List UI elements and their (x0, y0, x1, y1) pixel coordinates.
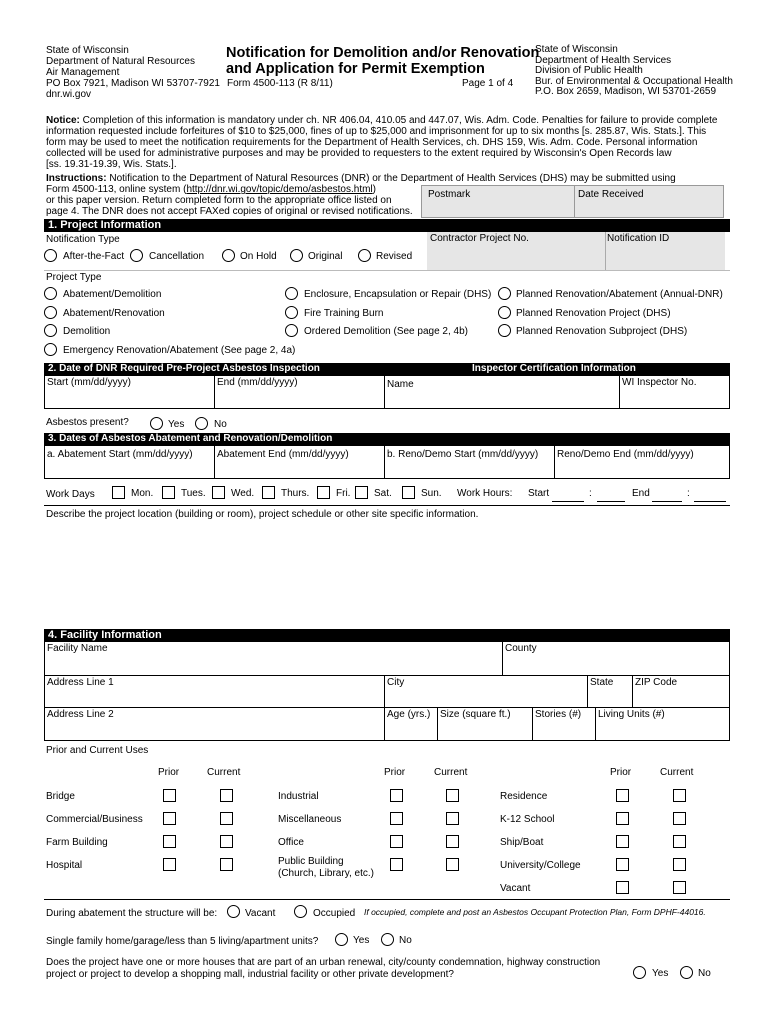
industrial-prior-checkbox[interactable] (390, 789, 403, 802)
fire-training-burn-radio[interactable] (285, 306, 298, 319)
cancellation-radio[interactable] (130, 249, 143, 262)
farm-prior-checkbox[interactable] (163, 835, 176, 848)
vacant-radio[interactable] (227, 905, 240, 918)
size-field[interactable]: Size (square ft.) (437, 707, 533, 741)
urban-renewal-yes-radio[interactable] (633, 966, 646, 979)
instructions-label: Instructions: (46, 173, 107, 184)
thurs-label: Thurs. (281, 488, 310, 499)
miscellaneous-prior-checkbox[interactable] (390, 812, 403, 825)
end-time-label: End (632, 488, 650, 499)
demolition-radio[interactable] (44, 324, 57, 337)
dnr-line: dnr.wi.gov (46, 89, 92, 100)
county-field[interactable]: County (502, 642, 730, 676)
form-title-line1: Notification for Demolition and/or Renovation (226, 45, 540, 61)
current-header: Current (434, 767, 468, 778)
notification-id-label: Notification ID (607, 233, 670, 244)
city-field[interactable]: City (384, 675, 588, 708)
start-colon: : (589, 488, 592, 499)
single-family-question: Single family home/garage/less than 5 living/apartment units? (46, 936, 319, 947)
hospital-current-checkbox[interactable] (220, 858, 233, 871)
instructions-text: page 4. The DNR does not accept FAXed copies of original or revised notifications. (46, 206, 413, 217)
project-description-area[interactable] (44, 520, 730, 628)
fri-checkbox[interactable] (317, 486, 330, 499)
current-header: Current (660, 767, 694, 778)
single-family-no-label: No (399, 935, 412, 946)
shipboat-current-checkbox[interactable] (673, 835, 686, 848)
use-office-label: Office (278, 837, 304, 848)
use-vacant-label: Vacant (500, 883, 531, 894)
notice-paragraph (46, 115, 736, 170)
cancellation-label: Cancellation (149, 251, 205, 262)
instructions-text: Notification to the Department of Natural Resources (DNR) or the Department of Health Services (DHS) may be submitted using (106, 173, 676, 184)
vacant-prior-checkbox[interactable] (616, 881, 629, 894)
use-shipboat-label: Ship/Boat (500, 837, 544, 848)
planned-renovation-subproject-label: Planned Renovation Subproject (DHS) (516, 326, 688, 337)
planned-renovation-subproject-radio[interactable] (498, 324, 511, 337)
use-farm-label: Farm Building (46, 837, 108, 848)
wi-inspector-no-field[interactable]: WI Inspector No. (619, 375, 730, 409)
original-label: Original (308, 251, 343, 262)
farm-current-checkbox[interactable] (220, 835, 233, 848)
miscellaneous-current-checkbox[interactable] (446, 812, 459, 825)
wed-label: Wed. (231, 488, 255, 499)
end-hour-field[interactable] (652, 501, 682, 502)
prior-header: Prior (610, 767, 632, 778)
sun-checkbox[interactable] (402, 486, 415, 499)
office-current-checkbox[interactable] (446, 835, 459, 848)
after-the-fact-label: After-the-Fact (63, 251, 125, 262)
urban-renewal-no-radio[interactable] (680, 966, 693, 979)
enclosure-radio[interactable] (285, 287, 298, 300)
dhs-line: Bur. of Environmental & Occupational Health (535, 75, 733, 87)
thurs-checkbox[interactable] (262, 486, 275, 499)
university-prior-checkbox[interactable] (616, 858, 629, 871)
end-colon: : (687, 488, 690, 499)
mon-checkbox[interactable] (112, 486, 125, 499)
use-miscellaneous-label: Miscellaneous (278, 814, 342, 825)
date-received-label: Date Received (578, 189, 644, 200)
vacant-current-checkbox[interactable] (673, 881, 686, 894)
public-building-prior-checkbox[interactable] (390, 858, 403, 871)
instructions-text: Form 4500-113, online system ( (46, 184, 187, 195)
contractor-project-label: Contractor Project No. (430, 233, 529, 244)
urban-renewal-yes-label: Yes (652, 968, 669, 979)
fri-label: Fri. (336, 488, 351, 499)
bridge-prior-checkbox[interactable] (163, 789, 176, 802)
use-bridge-label: Bridge (46, 791, 75, 802)
tues-checkbox[interactable] (162, 486, 175, 499)
emergency-renovation-radio[interactable] (44, 343, 57, 356)
after-the-fact-radio[interactable] (44, 249, 57, 262)
dnr-line: Department of Natural Resources (46, 56, 195, 67)
dhs-address-block (535, 45, 733, 98)
section3-header: 3. Dates of Asbestos Abatement and Renovation/Demolition (44, 433, 730, 445)
office-use-box (421, 185, 724, 218)
inspector-cert-title: Inspector Certification Information (472, 363, 636, 374)
asbestos-no-label: No (214, 419, 227, 430)
current-header: Current (207, 767, 241, 778)
use-commercial-label: Commercial/Business (46, 814, 143, 825)
dhs-line: Department of Health Services (535, 54, 672, 66)
project-type-label: Project Type (46, 272, 102, 283)
start-minute-field[interactable] (597, 501, 625, 502)
form-number: Form 4500-113 (R 8/11) (227, 78, 333, 89)
occupied-radio[interactable] (294, 905, 307, 918)
dnr-line: PO Box 7921, Madison WI 53707-7921 (46, 78, 220, 89)
k12-prior-checkbox[interactable] (616, 812, 629, 825)
urban-renewal-no-label: No (698, 968, 711, 979)
demolition-label: Demolition (63, 326, 111, 337)
sun-label: Sun. (421, 488, 442, 499)
living-units-field[interactable]: Living Units (#) (595, 707, 730, 741)
asbestos-online-link[interactable]: http://dnr.wi.gov/topic/demo/asbestos.html (186, 184, 373, 195)
dnr-line: Air Management (46, 67, 120, 78)
reno-start-field[interactable]: b. Reno/Demo Start (mm/dd/yyyy) (384, 445, 555, 479)
use-university-label: University/College (500, 860, 581, 871)
ordered-demolition-radio[interactable] (285, 324, 298, 337)
notice-label: Notice: (46, 115, 80, 126)
occupied-note: If occupied, complete and post an Asbestos Occupant Protection Plan, Form DPHF-44016. (364, 907, 706, 917)
wed-checkbox[interactable] (212, 486, 225, 499)
single-family-yes-radio[interactable] (335, 933, 348, 946)
work-hours-label: Work Hours: (457, 488, 513, 499)
emergency-renovation-label: Emergency Renovation/Abatement (See page 2, 4a) (63, 345, 296, 356)
urban-renewal-question-line2: project or project to develop a shopping mall, industrial facility or other private development? (46, 969, 454, 980)
asbestos-yes-radio[interactable] (150, 417, 163, 430)
inspection-start-field[interactable]: Start (mm/dd/yyyy) (44, 375, 215, 409)
mon-label: Mon. (131, 488, 154, 499)
abatement-demolition-radio[interactable] (44, 287, 57, 300)
enclosure-label: Enclosure, Encapsulation or Repair (DHS) (304, 289, 492, 300)
uses-label: Prior and Current Uses (46, 745, 149, 756)
industrial-current-checkbox[interactable] (446, 789, 459, 802)
use-public-building-note: (Church, Library, etc.) (278, 868, 374, 879)
inspection-end-field[interactable]: End (mm/dd/yyyy) (214, 375, 385, 409)
start-time-label: Start (528, 488, 550, 499)
use-industrial-label: Industrial (278, 791, 319, 802)
use-hospital-label: Hospital (46, 860, 83, 871)
commercial-current-checkbox[interactable] (220, 812, 233, 825)
notice-text: collected will be used for administrative purposes and may be provided to requesters to the extent required by Wisconsin's Open Records law (46, 148, 672, 159)
describe-label: Describe the project location (building or room), project schedule or other site specific information. (46, 509, 479, 520)
use-public-building-label: Public Building (278, 856, 344, 867)
fire-training-burn-label: Fire Training Burn (304, 308, 384, 319)
tues-label: Tues. (181, 488, 206, 499)
form-title-line2: and Application for Permit Exemption (226, 61, 485, 77)
university-current-checkbox[interactable] (673, 858, 686, 871)
commercial-prior-checkbox[interactable] (163, 812, 176, 825)
section2-header (44, 363, 730, 375)
ordered-demolition-label: Ordered Demolition (See page 2, 4b) (304, 326, 468, 337)
reno-end-field[interactable]: Reno/Demo End (mm/dd/yyyy) (554, 445, 730, 479)
hospital-prior-checkbox[interactable] (163, 858, 176, 871)
address-line2-field[interactable]: Address Line 2 (44, 707, 385, 741)
planned-renovation-annual-radio[interactable] (498, 287, 511, 300)
original-radio[interactable] (290, 249, 303, 262)
age-field[interactable]: Age (yrs.) (384, 707, 438, 741)
planned-renovation-annual-label: Planned Renovation/Abatement (Annual-DNR) (516, 289, 723, 300)
address-line1-field[interactable]: Address Line 1 (44, 675, 385, 708)
asbestos-present-label: Asbestos present? (46, 417, 129, 428)
notification-type-label: Notification Type (46, 234, 120, 245)
start-hour-field[interactable] (552, 501, 584, 502)
page-label: Page 1 of 4 (462, 78, 514, 89)
abatement-renovation-label: Abatement/Renovation (63, 308, 165, 319)
planned-renovation-project-label: Planned Renovation Project (DHS) (516, 308, 671, 319)
urban-renewal-question-line1: Does the project have one or more houses that are part of an urban renewal, city/county condemnation, highway construction (46, 957, 601, 968)
notice-text: information requested include forfeitures of $10 to $25,000, fines of up to $25,000 and imprisonment for up to six months [s. 285.87, Wis. Stats.]. This (46, 126, 707, 137)
on-hold-radio[interactable] (222, 249, 235, 262)
end-minute-field[interactable] (694, 501, 726, 502)
prior-header: Prior (384, 767, 406, 778)
occupied-radio-label: Occupied (313, 908, 356, 919)
dhs-line: P.O. Box 2659, Madison, WI 53701-2659 (535, 86, 717, 97)
use-residence-label: Residence (500, 791, 548, 802)
instructions-text: or this paper version. Return completed form to the appropriate office listed on (46, 195, 392, 206)
revised-label: Revised (376, 251, 413, 262)
stories-field[interactable]: Stories (#) (532, 707, 596, 741)
during-abatement-label: During abatement the structure will be: (46, 908, 218, 919)
office-prior-checkbox[interactable] (390, 835, 403, 848)
single-family-no-radio[interactable] (381, 933, 394, 946)
single-family-yes-label: Yes (353, 935, 370, 946)
section1-header: 1. Project Information (44, 219, 730, 232)
dhs-line: Division of Public Health (535, 65, 643, 76)
section2-title: 2. Date of DNR Required Pre-Project Asbestos Inspection (48, 363, 320, 374)
asbestos-no-radio[interactable] (195, 417, 208, 430)
notice-text: form may be used to meet the notification requirements for the Department of Health Services, ch. DHS 159, Wis. Adm. Code. Personal information (46, 137, 698, 148)
residence-current-checkbox[interactable] (673, 789, 686, 802)
vacant-radio-label: Vacant (245, 908, 276, 919)
notice-text: Completion of this information is mandatory under ch. NR 406.04, 410.05 and 447.07, Wis. Adm. Code. Penalties for failure to provide complete (79, 115, 718, 126)
facility-name-field[interactable]: Facility Name (44, 642, 503, 676)
residence-prior-checkbox[interactable] (616, 789, 629, 802)
dhs-line: State of Wisconsin (535, 44, 618, 55)
use-k12-label: K-12 School (500, 814, 555, 825)
abatement-end-field[interactable]: Abatement End (mm/dd/yyyy) (214, 445, 385, 479)
abatement-renovation-radio[interactable] (44, 306, 57, 319)
on-hold-label: On Hold (240, 251, 277, 262)
planned-renovation-project-radio[interactable] (498, 306, 511, 319)
state-field[interactable]: State (587, 675, 633, 708)
zip-code-field[interactable]: ZIP Code (632, 675, 730, 708)
prior-header: Prior (158, 767, 180, 778)
instructions-text: ) (372, 184, 376, 195)
sat-checkbox[interactable] (355, 486, 368, 499)
section4-header: 4. Facility Information (44, 629, 730, 642)
inspector-name-field[interactable]: Name (384, 375, 620, 409)
revised-radio[interactable] (358, 249, 371, 262)
postmark-label: Postmark (428, 189, 471, 200)
public-building-current-checkbox[interactable] (446, 858, 459, 871)
work-days-label: Work Days (46, 489, 95, 500)
asbestos-yes-label: Yes (168, 419, 185, 430)
dnr-address-block (46, 45, 220, 100)
notice-text: [ss. 19.31-19.39, Wis. Stats.]. (46, 159, 177, 170)
abatement-demolition-label: Abatement/Demolition (63, 289, 162, 300)
sat-label: Sat. (374, 488, 392, 499)
bridge-current-checkbox[interactable] (220, 789, 233, 802)
k12-current-checkbox[interactable] (673, 812, 686, 825)
abatement-start-field[interactable]: a. Abatement Start (mm/dd/yyyy) (44, 445, 215, 479)
dnr-line: State of Wisconsin (46, 45, 129, 56)
shipboat-prior-checkbox[interactable] (616, 835, 629, 848)
